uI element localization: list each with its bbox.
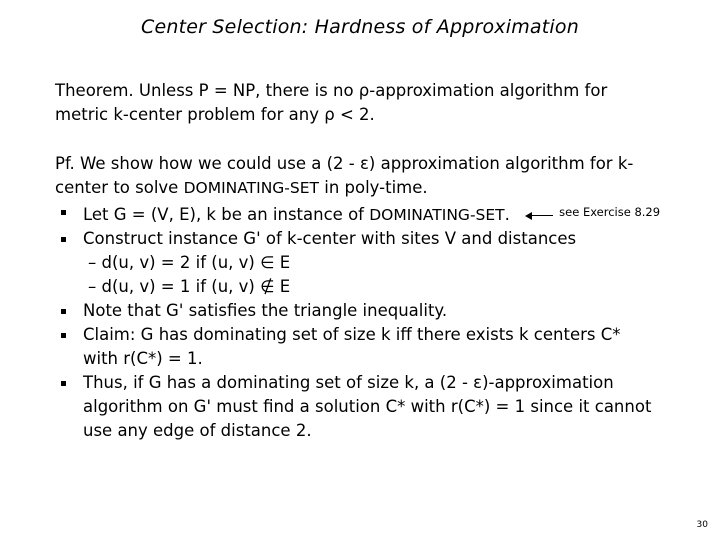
bullet-marker — [61, 237, 66, 242]
left-arrow-icon — [525, 211, 553, 221]
bullet-marker — [61, 381, 66, 386]
bullet-4-continuation: with r(C*) = 1. — [83, 349, 203, 368]
bullet-marker — [61, 309, 66, 314]
proof-line-2-post: in poly-time. — [319, 178, 428, 197]
slide-title: Center Selection: Hardness of Approximation — [141, 16, 579, 38]
proof-line-1: Pf. We show how we could use a (2 - ε) approximation algorithm for k- — [55, 154, 634, 173]
bullet-marker — [61, 210, 66, 215]
proof-line-2 — [55, 176, 695, 200]
sub-item-distance-2: – d(u, v) = 2 if (u, v) ∈ E — [88, 253, 291, 272]
bullet-item-claim — [55, 323, 695, 347]
proof-line-2-pre: center to solve — [55, 178, 184, 197]
exercise-side-note: see Exercise 8.29 — [559, 205, 661, 219]
bullet-4-text: Claim: G has dominating set of size k iff there exists k centers C* — [83, 325, 621, 344]
theorem-line-1: Theorem. Unless P = NP, there is no ρ-approximation algorithm for — [55, 81, 608, 100]
sub-item-distance-1: – d(u, v) = 1 if (u, v) ∉ E — [88, 277, 291, 296]
bullet-1-post: . — [504, 205, 510, 224]
theorem-block — [55, 79, 675, 127]
bullet-item-instance — [55, 200, 695, 227]
dominating-set-term: DOMINATING-SET — [183, 179, 319, 197]
bullet-5-continuation-2: use any edge of distance 2. — [83, 421, 312, 440]
proof-block — [55, 152, 695, 443]
bullet-item-triangle — [55, 299, 695, 323]
bullet-5-continuation: algorithm on G' must find a solution C* with r(C*) = 1 since it cannot — [83, 397, 652, 416]
page-number: 30 — [696, 520, 708, 530]
bullet-2-text: Construct instance G' of k-center with sites V and distances — [83, 229, 577, 248]
bullet-item-construct — [55, 227, 695, 251]
bullet-3-text: Note that G' satisfies the triangle inequality. — [83, 301, 448, 320]
bullet-marker — [61, 333, 66, 338]
bullet-1-pre: Let G = (V, E), k be an instance of — [83, 205, 370, 224]
theorem-line-2: metric k-center problem for any ρ < 2. — [55, 105, 375, 124]
dominating-set-term: DOMINATING-SET — [369, 206, 505, 224]
bullet-5-text: Thus, if G has a dominating set of size k, a (2 - ε)-approximation — [83, 373, 614, 392]
bullet-item-thus — [55, 371, 695, 395]
